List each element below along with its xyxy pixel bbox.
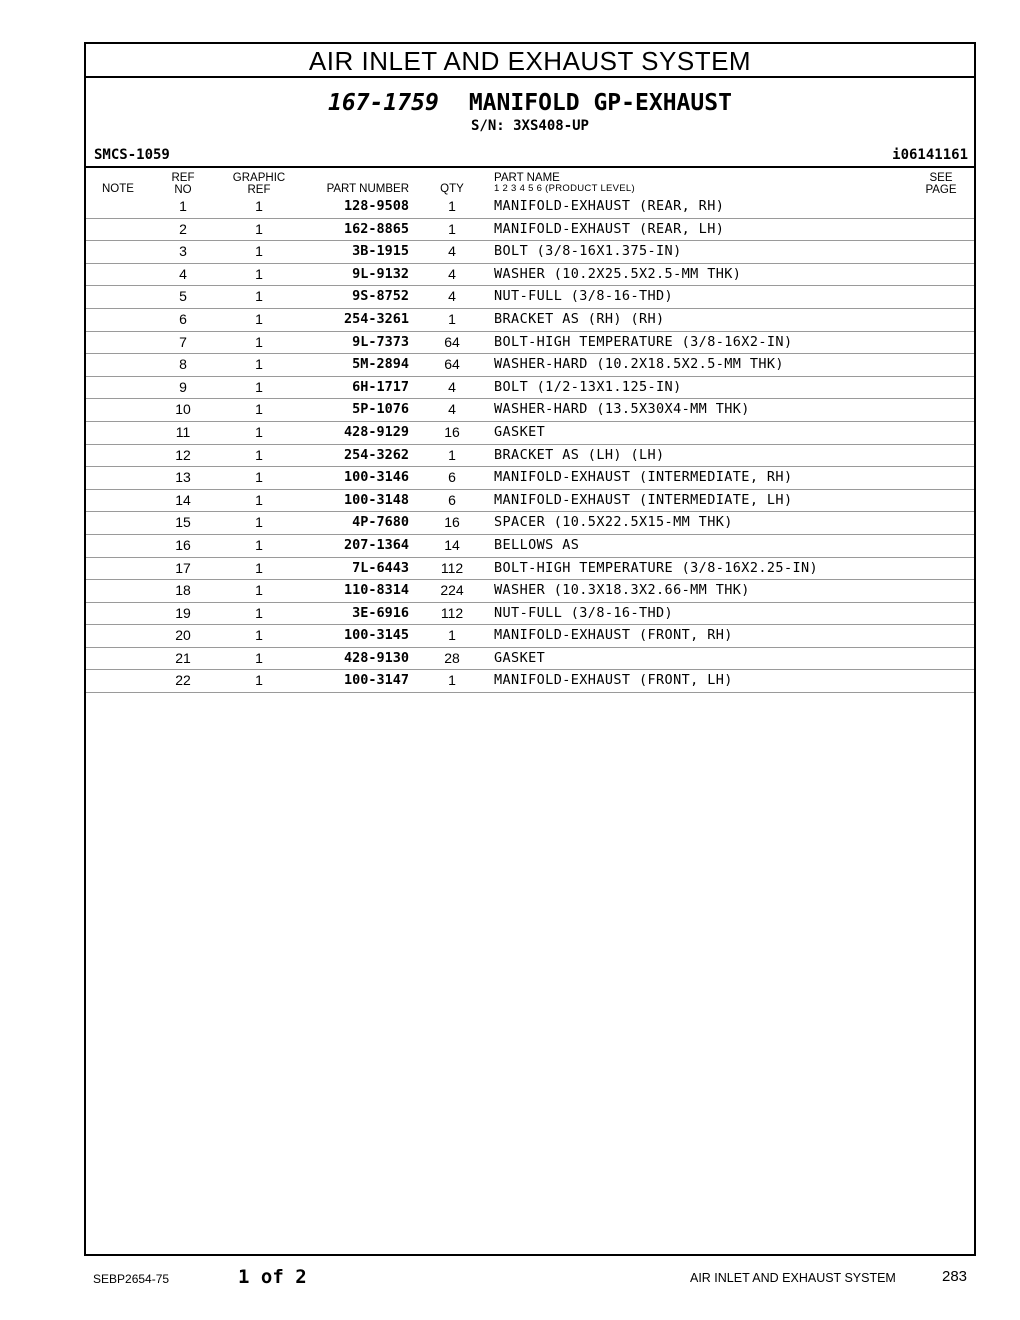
part-name: BRACKET AS (LH) (LH) — [494, 446, 665, 463]
quantity: 224 — [440, 582, 464, 599]
group-heading — [86, 90, 974, 116]
part-name: BELLOWS AS — [494, 536, 580, 553]
footer-page-of: 1 of 2 — [238, 1266, 307, 1288]
graphic-ref: 1 — [255, 604, 263, 621]
table-row — [86, 580, 974, 603]
col-graphic-ref-header — [226, 172, 292, 196]
part-number: 5M-2894 — [352, 356, 409, 373]
part-name: MANIFOLD-EXHAUST (FRONT, LH) — [494, 672, 733, 689]
ref-no: 9 — [179, 378, 187, 395]
quantity: 1 — [448, 220, 456, 237]
parts-page-frame — [84, 42, 976, 1256]
part-name: MANIFOLD-EXHAUST (INTERMEDIATE, LH) — [494, 491, 793, 508]
part-name: WASHER-HARD (13.5X30X4-MM THK) — [494, 401, 750, 418]
part-name: MANIFOLD-EXHAUST (REAR, RH) — [494, 198, 725, 214]
graphic-ref: 1 — [255, 378, 263, 395]
illustration-id: i06141161 — [892, 147, 968, 163]
part-name: MANIFOLD-EXHAUST (FRONT, RH) — [494, 627, 733, 644]
part-name: NUT-FULL (3/8-16-THD) — [494, 604, 674, 621]
table-row — [86, 241, 974, 264]
graphic-ref: 1 — [255, 401, 263, 418]
table-row — [86, 512, 974, 535]
ref-no: 19 — [175, 604, 191, 621]
part-number: 5P-1076 — [352, 401, 409, 418]
ref-no: 15 — [175, 514, 191, 531]
part-name: MANIFOLD-EXHAUST (REAR, LH) — [494, 220, 725, 237]
ref-no: 17 — [175, 559, 191, 576]
part-name: GASKET — [494, 423, 546, 440]
quantity: 16 — [444, 423, 460, 440]
product-level-header: 1 2 3 4 5 6 (PRODUCT LEVEL) — [494, 183, 635, 194]
col-see-page-header — [918, 172, 964, 196]
group-name: MANIFOLD GP-EXHAUST — [468, 90, 732, 116]
table-row — [86, 490, 974, 513]
quantity: 14 — [444, 536, 460, 553]
table-row — [86, 196, 974, 219]
quantity: 6 — [448, 469, 456, 486]
quantity: 1 — [448, 446, 456, 463]
part-number: 110-8314 — [343, 582, 409, 599]
part-number: 100-3148 — [343, 491, 409, 508]
graphic-ref: 1 — [255, 559, 263, 576]
ref-no: 21 — [175, 649, 191, 666]
col-ref-header-line2: NO — [174, 184, 192, 196]
graphic-ref: 1 — [255, 220, 263, 237]
col-see-page-header-line2: PAGE — [925, 184, 957, 196]
ref-no: 3 — [179, 243, 187, 260]
graphic-ref: 1 — [255, 649, 263, 666]
ref-no: 12 — [175, 446, 191, 463]
graphic-ref: 1 — [255, 288, 263, 305]
part-number: 9L-9132 — [352, 265, 409, 282]
parts-table — [86, 196, 974, 693]
graphic-ref: 1 — [255, 198, 263, 214]
group-part-number: 167-1759 — [328, 90, 439, 116]
footer-doc-id: SEBP2654-75 — [93, 1272, 170, 1286]
quantity: 112 — [440, 604, 464, 621]
col-see-page-header-line1: SEE — [929, 172, 953, 184]
serial-number-range: S/N: 3XS408-UP — [470, 118, 589, 134]
table-row — [86, 558, 974, 581]
part-number: 3E-6916 — [352, 604, 409, 621]
part-number: 100-3146 — [343, 469, 409, 486]
table-row — [86, 603, 974, 626]
graphic-ref: 1 — [255, 672, 263, 689]
table-row — [86, 377, 974, 400]
quantity: 64 — [444, 333, 460, 350]
part-name: GASKET — [494, 649, 546, 666]
graphic-ref: 1 — [255, 310, 263, 327]
part-number: 100-3147 — [343, 672, 409, 689]
table-row — [86, 445, 974, 468]
ref-no: 8 — [179, 356, 187, 373]
ref-no: 22 — [175, 672, 191, 689]
quantity: 1 — [448, 672, 456, 689]
quantity: 112 — [440, 559, 464, 576]
part-name: BOLT (3/8-16X1.375-IN) — [494, 243, 682, 260]
table-row — [86, 625, 974, 648]
part-name: BOLT (1/2-13X1.125-IN) — [494, 378, 682, 395]
part-number: 9S-8752 — [352, 288, 409, 305]
col-note-header: NOTE — [102, 183, 134, 195]
quantity: 4 — [448, 243, 456, 260]
table-row — [86, 354, 974, 377]
part-number: 6H-1717 — [352, 378, 409, 395]
table-row — [86, 399, 974, 422]
graphic-ref: 1 — [255, 333, 263, 350]
part-name: WASHER (10.3X18.3X2.66-MM THK) — [494, 582, 750, 599]
ref-no: 14 — [175, 491, 191, 508]
graphic-ref: 1 — [255, 243, 263, 260]
part-number: 162-8865 — [343, 220, 409, 237]
ref-no: 2 — [179, 220, 187, 237]
part-name: MANIFOLD-EXHAUST (INTERMEDIATE, RH) — [494, 469, 793, 486]
quantity: 1 — [448, 198, 456, 214]
col-part-name-header: PART NAME — [494, 172, 560, 184]
graphic-ref: 1 — [255, 582, 263, 599]
ref-no: 6 — [179, 310, 187, 327]
part-name: BRACKET AS (RH) (RH) — [494, 310, 665, 327]
part-name: BOLT-HIGH TEMPERATURE (3/8-16X2.25-IN) — [494, 559, 819, 576]
part-number: 128-9508 — [343, 198, 409, 214]
graphic-ref: 1 — [255, 469, 263, 486]
table-row — [86, 467, 974, 490]
col-graphic-ref-header-line1: GRAPHIC — [232, 172, 286, 184]
col-ref-header-line1: REF — [171, 172, 195, 184]
col-qty-header: QTY — [440, 183, 464, 195]
table-row — [86, 535, 974, 558]
quantity: 4 — [448, 288, 456, 305]
table-row — [86, 219, 974, 242]
graphic-ref: 1 — [255, 356, 263, 373]
ref-no: 13 — [175, 469, 191, 486]
smcs-code: SMCS-1059 — [94, 147, 170, 163]
part-number: 428-9130 — [343, 649, 409, 666]
graphic-ref: 1 — [255, 446, 263, 463]
part-number: 100-3145 — [343, 627, 409, 644]
quantity: 1 — [448, 627, 456, 644]
table-row — [86, 648, 974, 671]
table-row — [86, 670, 974, 693]
quantity: 16 — [444, 514, 460, 531]
quantity: 4 — [448, 401, 456, 418]
table-row — [86, 332, 974, 355]
part-name: WASHER-HARD (10.2X18.5X2.5-MM THK) — [494, 356, 784, 373]
part-number: 3B-1915 — [352, 243, 409, 260]
graphic-ref: 1 — [255, 536, 263, 553]
quantity: 4 — [448, 265, 456, 282]
ref-no: 1 — [179, 198, 187, 214]
section-title: AIR INLET AND EXHAUST SYSTEM — [86, 44, 974, 78]
footer-page-number: 283 — [942, 1268, 968, 1285]
footer-section: AIR INLET AND EXHAUST SYSTEM — [690, 1271, 896, 1285]
graphic-ref: 1 — [255, 265, 263, 282]
col-graphic-ref-header-line2: REF — [247, 184, 271, 196]
graphic-ref: 1 — [255, 627, 263, 644]
ref-no: 7 — [179, 333, 187, 350]
part-number: 9L-7373 — [352, 333, 409, 350]
part-number: 428-9129 — [343, 423, 409, 440]
ref-no: 5 — [179, 288, 187, 305]
graphic-ref: 1 — [255, 514, 263, 531]
ref-no: 4 — [179, 265, 187, 282]
part-name: BOLT-HIGH TEMPERATURE (3/8-16X2-IN) — [494, 333, 793, 350]
table-row — [86, 422, 974, 445]
part-number: 207-1364 — [343, 536, 409, 553]
part-number: 254-3261 — [343, 310, 409, 327]
ref-no: 11 — [175, 423, 191, 440]
quantity: 28 — [444, 649, 460, 666]
table-row — [86, 286, 974, 309]
ref-no: 20 — [175, 627, 191, 644]
part-name: WASHER (10.2X25.5X2.5-MM THK) — [494, 265, 742, 282]
table-row — [86, 309, 974, 332]
graphic-ref: 1 — [255, 491, 263, 508]
ref-no: 16 — [175, 536, 191, 553]
graphic-ref: 1 — [255, 423, 263, 440]
quantity: 64 — [444, 356, 460, 373]
part-name: NUT-FULL (3/8-16-THD) — [494, 288, 674, 305]
col-part-number-header: PART NUMBER — [326, 183, 409, 195]
header-divider — [86, 166, 974, 168]
ref-no: 10 — [175, 401, 191, 418]
quantity: 1 — [448, 310, 456, 327]
part-number: 254-3262 — [343, 446, 409, 463]
part-name: SPACER (10.5X22.5X15-MM THK) — [494, 514, 733, 531]
part-number: 7L-6443 — [352, 559, 409, 576]
quantity: 4 — [448, 378, 456, 395]
ref-no: 18 — [175, 582, 191, 599]
table-row — [86, 264, 974, 287]
quantity: 6 — [448, 491, 456, 508]
part-number: 4P-7680 — [352, 514, 409, 531]
col-ref-header — [158, 172, 208, 196]
